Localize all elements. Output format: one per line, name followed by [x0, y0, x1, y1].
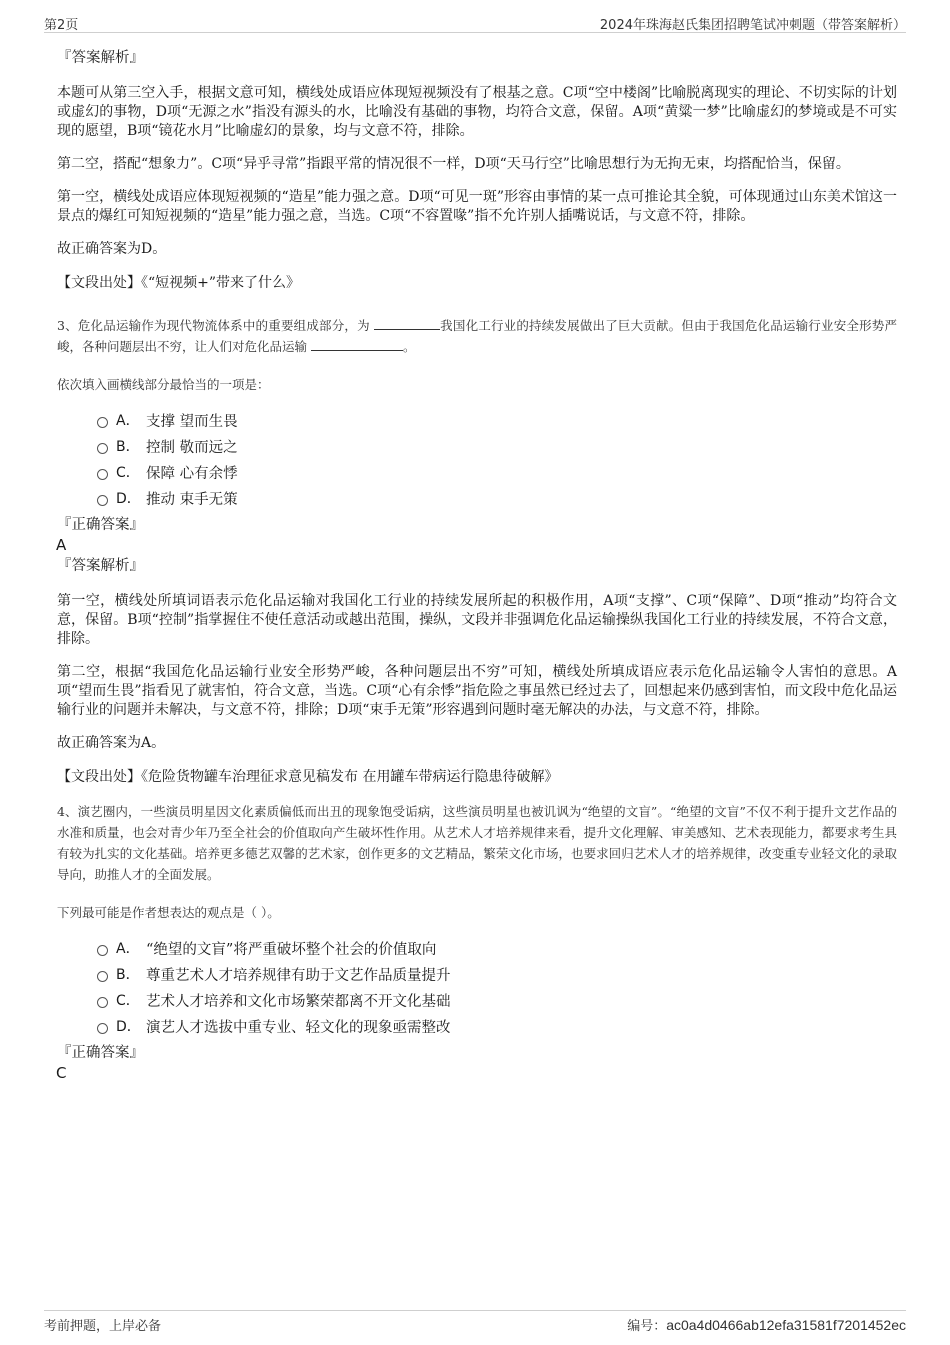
q2-source: 【文段出处】《“短视频+”带来了什么》 — [57, 275, 301, 291]
option-text: “绝望的文盲”将严重破坏整个社会的价值取向 — [146, 941, 437, 958]
q4-options — [97, 935, 897, 1039]
option-text: 演艺人才选拔中重专业、轻文化的现象亟需整改 — [146, 1019, 451, 1036]
radio-icon[interactable] — [97, 417, 108, 428]
q3-option-a[interactable] — [97, 407, 897, 433]
option-text: 支撑 望而生畏 — [146, 413, 238, 430]
radio-icon[interactable] — [97, 443, 108, 454]
option-letter: A． — [116, 413, 140, 429]
q3-source: 【文段出处】《危险货物罐车治理征求意见稿发布 在用罐车带病运行隐患待破解》 — [57, 769, 559, 785]
radio-icon[interactable] — [97, 469, 108, 480]
q3-answer-label: 『正确答案』 — [57, 517, 144, 533]
page-footer — [44, 1310, 906, 1335]
option-letter: D． — [116, 491, 141, 507]
q3-answer-conclusion: 故正确答案为A。 — [57, 735, 166, 751]
radio-icon[interactable] — [97, 997, 108, 1008]
option-text: 尊重艺术人才培养规律有助于文艺作品质量提升 — [146, 967, 451, 984]
q3-options — [97, 407, 897, 511]
q2-answer-conclusion: 故正确答案为D。 — [57, 241, 167, 257]
option-text: 艺术人才培养和文化市场繁荣都离不开文化基础 — [146, 993, 451, 1010]
q3-blank-2 — [311, 336, 403, 351]
radio-icon[interactable] — [97, 495, 108, 506]
page-header — [44, 12, 906, 33]
q2-analysis-paragraph: 第二空，搭配“想象力”。C项“异乎寻常”指跟平常的情况很不一样，D项“天马行空”比喻思想行为无拘无束，均搭配恰当，保留。 — [57, 156, 850, 172]
q4-prompt: 下列最可能是作者想表达的观点是（ ）。 — [57, 905, 280, 920]
q3-stem-text: 3、危化品运输作为现代物流体系中的重要组成部分，为 — [57, 318, 370, 333]
option-text: 推动 束手无策 — [146, 491, 238, 508]
q2-analysis-paragraph: 第一空，横线处成语应体现短视频的“造星”能力强之意。D项“可见一斑”形容由事情的某一点可推论其全貌，可体现通过山东美术馆这一景点的爆红可知短视频的“造星”能力强之意，当选。C项“不容置喙”指不允许别人插嘴说话，与文意不符，排除。 — [57, 189, 897, 224]
q4-option-c[interactable] — [97, 987, 897, 1013]
page-content — [57, 42, 897, 1083]
q3-analysis-paragraph: 第一空，横线处所填词语表示危化品运输对我国化工行业的持续发展所起的积极作用，A项“支撑”、C项“保障”、D项“推动”均符合文意，保留。B项“控制”指掌握住不使任意活动或越出范围，操纵，文段并非强调危化品运输操纵我国化工行业的持续发展，不符合文意，排除。 — [57, 593, 897, 647]
q3-stem-text: 我国化工行业的持续发展做出了巨大贡献。但由于我国危化品运输行业安全形势严峻，各种问题层出不穷，让人们对危化品运输 — [57, 318, 897, 354]
q3-option-b[interactable] — [97, 433, 897, 459]
q3-analysis-paragraph: 第二空，根据“我国危化品运输行业安全形势严峻，各种问题层出不穷”可知，横线处所填成语应表示危化品运输令人害怕的意思。A项“望而生畏”指看见了就害怕，符合文意，当选。C项“心有余悸”指危险之事虽然已经过去了，回想起来仍感到害怕，而文段中危化品运输行业的问题并未解决，与文意不符，排除；D项“束手无策”形容遇到问题时毫无解决的办法，与文意不符，排除。 — [57, 664, 897, 718]
option-text: 保障 心有余悸 — [146, 465, 238, 482]
option-letter: C． — [116, 993, 140, 1009]
page-number: 第2页 — [44, 18, 79, 33]
radio-icon[interactable] — [97, 1023, 108, 1034]
footer-slogan: 考前押题，上岸必备 — [44, 1319, 162, 1334]
q3-prompt: 依次填入画横线部分最恰当的一项是： — [57, 377, 270, 392]
q4-answer-label: 『正确答案』 — [57, 1045, 144, 1061]
radio-icon[interactable] — [97, 945, 108, 956]
q3-stem-text: 。 — [403, 339, 416, 354]
q3-stem — [57, 315, 897, 357]
option-letter: A． — [116, 941, 140, 957]
q4-stem: 4、演艺圈内，一些演员明星因文化素质偏低而出丑的现象饱受诟病，这些演员明星也被讥讽为“绝望的文盲”。“绝望的文盲”不仅不利于提升文艺作品的水准和质量，也会对青少年乃至全社会的价值取向产生破坏性作用。从艺术人才培养规律来看，提升文化理解、审美感知、艺术表现能力，都要求考生具有较为扎实的文化基础。培养更多德艺双馨的艺术家，创作更多的文艺精品，繁荣文化市场，也要求回归艺术人才的培养规律，改变重专业轻文化的录取导向，助推人才的全面发展。 — [57, 804, 897, 882]
option-text: 控制 敬而远之 — [146, 439, 238, 456]
q2-analysis-paragraph: 本题可从第三空入手，根据文意可知，横线处成语应体现短视频没有了根基之意。C项“空中楼阁”比喻脱离现实的理论、不切实际的计划或虚幻的事物，D项“无源之水”指没有源头的水，比喻没有基础的事物，均符合文意，保留。A项“黄粱一梦”比喻虚幻的梦境或是不可实现的愿望，B项“镜花水月”比喻虚幻的景象，均与文意不符，排除。 — [57, 85, 897, 139]
q3-analysis-label: 『答案解析』 — [57, 558, 144, 574]
q4-option-b[interactable] — [97, 961, 897, 987]
q3-option-d[interactable] — [97, 485, 897, 511]
q3-option-c[interactable] — [97, 459, 897, 485]
q3-blank-1 — [374, 315, 440, 330]
document-title: 2024年珠海赵氏集团招聘笔试冲刺题（带答案解析） — [599, 18, 906, 33]
document-code-value: ac0a4d0466ab12efa31581f7201452ec — [666, 1317, 906, 1333]
q4-option-d[interactable] — [97, 1013, 897, 1039]
q2-analysis-label: 『答案解析』 — [57, 50, 144, 66]
q4-option-a[interactable] — [97, 935, 897, 961]
option-letter: B． — [116, 439, 140, 455]
document-code — [627, 1315, 906, 1334]
radio-icon[interactable] — [97, 971, 108, 982]
option-letter: D． — [116, 1019, 141, 1035]
option-letter: C． — [116, 465, 140, 481]
q4-correct-answer: C — [56, 1064, 67, 1082]
option-letter: B． — [116, 967, 140, 983]
q3-correct-answer: A — [56, 536, 67, 554]
document-code-label: 编号： — [627, 1319, 667, 1334]
